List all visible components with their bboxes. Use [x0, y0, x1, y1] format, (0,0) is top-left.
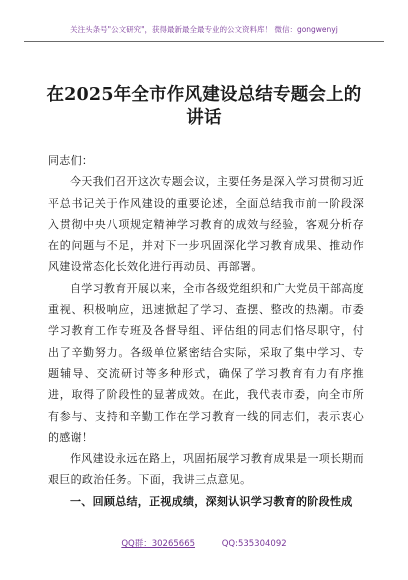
section-heading: 一、回顾总结，正视成绩，深刻认识学习教育的阶段性成 [70, 494, 353, 508]
qq-group-link[interactable]: QQ群：30265665 [121, 539, 196, 549]
paragraph-3: 作风建设永远在路上，巩固拓展学习教育成果是一项长期而艰巨的政治任务。下面，我讲三点意见。 [48, 452, 364, 487]
paragraph-1: 今天我们召开这次专题会议，主要任务是深入学习贯彻习近平总书记关于作风建设的重要论述，全面总结我市前一阶段深入贯彻中央八项规定精神学习教育的成效与经验，客观分析存在的问题与不足，并对下一步巩固深化学习教育成果、推动作风建设常态化长效化进行再动员、再部署。 [48, 175, 364, 274]
document-body [48, 150, 364, 512]
document-title: 在2025年全市作风建设总结专题会上的讲话 [46, 85, 362, 128]
paragraph-2: 自学习教育开展以来，全市各级党组织和广大党员干部高度重视、积极响应，迅速掀起了学习、查摆、整改的热潮。市委学习教育工作专班及各督导组、评估组的同志们恪尽职守，付出了辛勤努力。各级单位紧密结合实际，采取了集中学习、专题辅导、交流研讨等多种形式，确保了学习教育有力有序推进，取得了阶段性的显著成效。在此，我代表市委，向全市所有参与、支持和辛勤工作在学习教育一线的同志们，表示衷心的感谢！ [48, 281, 364, 444]
salutation: 同志们： [48, 154, 94, 167]
page-header: 关注头条号"公文研究"，获得最新最全最专业的公文资料库！ 微信：gongwenyj [70, 25, 338, 34]
page-footer [0, 537, 408, 549]
qq-contact: QQ:535304092 [221, 539, 287, 549]
header-divider [24, 41, 384, 42]
